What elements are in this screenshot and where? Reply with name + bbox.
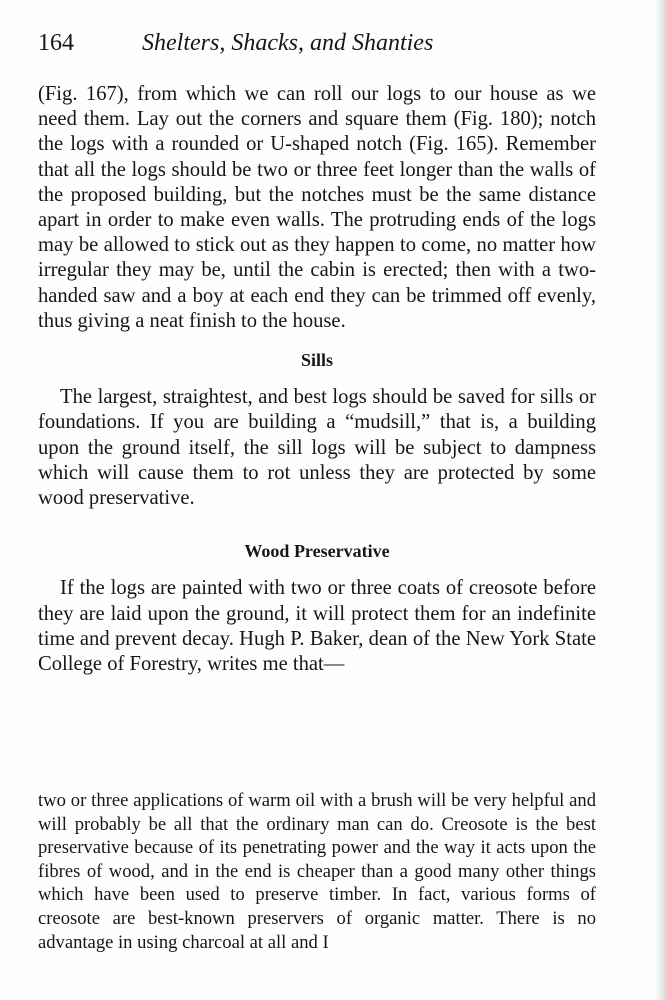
section-heading-wood-preservative: Wood Preservative [244, 541, 390, 562]
quoted-letter: two or three applications of warm oil with a brush will be very helpful and will probably be all that the ordinary man can do. Creosote is the best preservative because of its penetrating power and the way it acts upon the fibres of wood, and in the end is cheaper than a good many other things which have been used to preserve timber. In fact, various forms of creosote are best-known preservers of organic matter. There is no advantage in using charcoal at all and I [38, 790, 596, 953]
paragraph-continuation: (Fig. 167), from which we can roll our logs to our house as we need them. Lay out the corners and square them (Fig. 180); notch the logs with a rounded or U-shaped notch (Fig. 165). Remember that all the logs should be two or three feet longer than the walls of the proposed building, but the notches must be the same distance apart in order to make even walls. The protruding ends of the logs may be allowed to stick out as they happen to come, no matter how irregular they may be, until the cabin is erected; then with a two-handed saw and a boy at each end they can be trimmed off evenly, thus giving a neat finish to the house. [38, 83, 596, 332]
paragraph-sills: The largest, straightest, and best logs should be saved for sills or foundations. If you are building a “mudsill,” that is, a building upon the ground itself, the sill logs will be subject to dampness which will cause them to rot unless they are protected by some wood preservative. [38, 386, 596, 510]
running-title: Shelters, Shacks, and Shanties [142, 30, 434, 56]
section-heading-sills: Sills [300, 350, 334, 371]
paragraph-wood-preservative: If the logs are painted with two or three coats of creosote before they are laid upon the ground, it will protect them for an indefinite time and prevent decay. Hugh P. Baker, dean of the New York State College of Forestry, writes me that— [38, 577, 596, 676]
page-header [38, 30, 606, 62]
page-edge-shadow [656, 0, 666, 1000]
page-number: 164 [38, 30, 74, 56]
main-text [38, 82, 596, 677]
